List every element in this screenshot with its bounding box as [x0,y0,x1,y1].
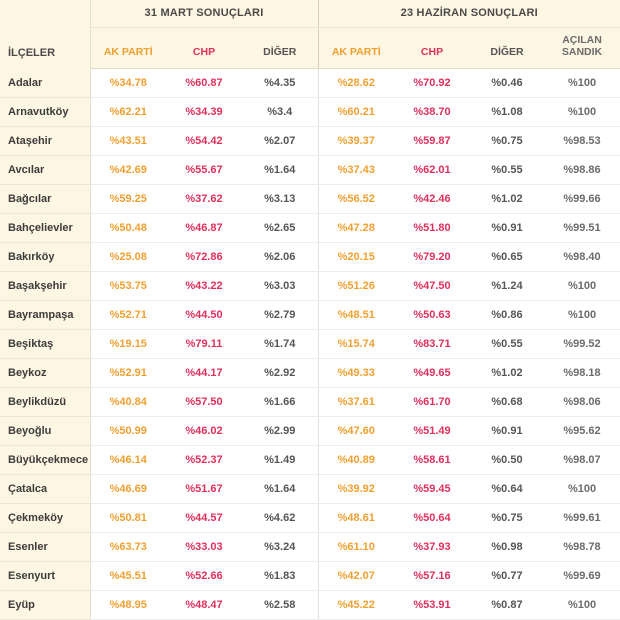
cell-march-akp: %62.21 [90,98,166,127]
cell-open-ballot-boxes: %98.40 [544,243,620,272]
cell-march-akp: %59.25 [90,185,166,214]
cell-open-ballot-boxes: %99.69 [544,562,620,591]
cell-june-akp: %47.60 [318,417,394,446]
cell-june-akp: %60.21 [318,98,394,127]
cell-march-other: %2.07 [242,127,318,156]
cell-june-akp: %37.43 [318,156,394,185]
cell-march-other: %4.35 [242,69,318,98]
cell-june-other: %0.91 [470,214,544,243]
cell-march-other: %1.49 [242,446,318,475]
cell-march-other: %3.24 [242,533,318,562]
cell-march-other: %2.99 [242,417,318,446]
cell-open-ballot-boxes: %98.07 [544,446,620,475]
cell-june-chp: %47.50 [394,272,470,301]
cell-march-other: %4.62 [242,504,318,533]
cell-june-other: %0.50 [470,446,544,475]
cell-open-ballot-boxes: %98.53 [544,127,620,156]
cell-march-chp: %43.22 [166,272,242,301]
cell-june-other: %0.55 [470,330,544,359]
cell-june-other: %0.68 [470,388,544,417]
district-name: Başakşehir [0,272,90,301]
cell-june-akp: %42.07 [318,562,394,591]
cell-open-ballot-boxes: %100 [544,475,620,504]
district-name: Beylikdüzü [0,388,90,417]
cell-june-akp: %51.26 [318,272,394,301]
cell-march-akp: %45.51 [90,562,166,591]
cell-june-chp: %37.93 [394,533,470,562]
cell-open-ballot-boxes: %100 [544,69,620,98]
cell-june-other: %0.46 [470,69,544,98]
cell-march-chp: %72.86 [166,243,242,272]
column-header-march-akp: AK PARTİ [90,28,166,69]
cell-june-akp: %49.33 [318,359,394,388]
cell-june-other: %0.86 [470,301,544,330]
district-name: Büyükçekmece [0,446,90,475]
cell-march-chp: %34.39 [166,98,242,127]
cell-march-chp: %33.03 [166,533,242,562]
table-row [0,359,620,388]
cell-march-other: %2.79 [242,301,318,330]
cell-june-akp: %48.51 [318,301,394,330]
cell-open-ballot-boxes: %99.52 [544,330,620,359]
district-name: Avcılar [0,156,90,185]
cell-march-chp: %79.11 [166,330,242,359]
cell-march-chp: %44.57 [166,504,242,533]
cell-march-akp: %50.99 [90,417,166,446]
cell-march-chp: %60.87 [166,69,242,98]
cell-open-ballot-boxes: %99.61 [544,504,620,533]
cell-june-other: %0.65 [470,243,544,272]
table-row [0,330,620,359]
cell-march-chp: %44.17 [166,359,242,388]
cell-march-chp: %51.67 [166,475,242,504]
cell-march-akp: %19.15 [90,330,166,359]
cell-june-chp: %61.70 [394,388,470,417]
column-header-march-other: DİĞER [242,28,318,69]
district-name: Bağcılar [0,185,90,214]
cell-open-ballot-boxes: %99.66 [544,185,620,214]
cell-open-ballot-boxes: %100 [544,272,620,301]
table-row [0,388,620,417]
cell-june-akp: %48.61 [318,504,394,533]
table-row [0,301,620,330]
cell-march-chp: %46.87 [166,214,242,243]
cell-march-akp: %52.71 [90,301,166,330]
cell-open-ballot-boxes: %100 [544,98,620,127]
cell-june-akp: %45.22 [318,591,394,620]
cell-june-other: %0.87 [470,591,544,620]
cell-march-other: %1.74 [242,330,318,359]
table-row [0,562,620,591]
cell-june-chp: %62.01 [394,156,470,185]
cell-june-chp: %53.91 [394,591,470,620]
cell-june-other: %0.55 [470,156,544,185]
cell-march-akp: %50.81 [90,504,166,533]
cell-june-chp: %51.49 [394,417,470,446]
cell-march-chp: %54.42 [166,127,242,156]
cell-march-other: %3.4 [242,98,318,127]
district-name: Esenyurt [0,562,90,591]
cell-june-other: %0.75 [470,127,544,156]
cell-june-akp: %20.15 [318,243,394,272]
cell-open-ballot-boxes: %100 [544,301,620,330]
cell-march-other: %2.58 [242,591,318,620]
cell-march-chp: %37.62 [166,185,242,214]
group-header-row [0,0,620,28]
cell-march-other: %1.64 [242,156,318,185]
cell-march-other: %3.13 [242,185,318,214]
cell-june-chp: %57.16 [394,562,470,591]
district-name: Beykoz [0,359,90,388]
cell-june-chp: %59.87 [394,127,470,156]
cell-june-chp: %51.80 [394,214,470,243]
cell-june-other: %1.02 [470,359,544,388]
cell-june-akp: %15.74 [318,330,394,359]
cell-june-other: %1.24 [470,272,544,301]
cell-open-ballot-boxes: %98.78 [544,533,620,562]
cell-march-akp: %25.08 [90,243,166,272]
district-name: Eyüp [0,591,90,620]
cell-march-akp: %40.84 [90,388,166,417]
table-row [0,504,620,533]
cell-june-chp: %70.92 [394,69,470,98]
cell-june-chp: %79.20 [394,243,470,272]
district-name: Çekmeköy [0,504,90,533]
district-name: Bahçelievler [0,214,90,243]
district-name: Arnavutköy [0,98,90,127]
cell-june-akp: %56.52 [318,185,394,214]
table-row [0,69,620,98]
group-header-march: 31 MART SONUÇLARI [90,0,318,28]
cell-march-chp: %52.66 [166,562,242,591]
table-row [0,243,620,272]
cell-march-other: %3.03 [242,272,318,301]
cell-march-akp: %53.75 [90,272,166,301]
cell-june-chp: %59.45 [394,475,470,504]
cell-march-akp: %52.91 [90,359,166,388]
cell-june-akp: %39.37 [318,127,394,156]
district-name: Bayrampaşa [0,301,90,330]
column-header-row [0,28,620,69]
cell-june-akp: %61.10 [318,533,394,562]
table-header [0,0,620,69]
cell-march-chp: %44.50 [166,301,242,330]
cell-june-akp: %28.62 [318,69,394,98]
cell-march-akp: %42.69 [90,156,166,185]
table-row [0,98,620,127]
cell-march-akp: %43.51 [90,127,166,156]
table-row [0,446,620,475]
cell-open-ballot-boxes: %98.06 [544,388,620,417]
cell-june-chp: %42.46 [394,185,470,214]
cell-june-chp: %58.61 [394,446,470,475]
cell-march-other: %1.83 [242,562,318,591]
cell-march-other: %1.64 [242,475,318,504]
cell-june-other: %0.77 [470,562,544,591]
table-row [0,591,620,620]
cell-june-other: %1.08 [470,98,544,127]
table-row [0,533,620,562]
cell-march-akp: %48.95 [90,591,166,620]
cell-open-ballot-boxes: %98.86 [544,156,620,185]
cell-june-akp: %39.92 [318,475,394,504]
cell-march-chp: %46.02 [166,417,242,446]
column-header-open-ballot-boxes: AÇILAN SANDIK [544,28,620,69]
cell-open-ballot-boxes: %98.18 [544,359,620,388]
cell-june-other: %0.64 [470,475,544,504]
cell-june-other: %0.91 [470,417,544,446]
cell-june-chp: %38.70 [394,98,470,127]
table-row [0,185,620,214]
table-row [0,475,620,504]
cell-march-other: %2.92 [242,359,318,388]
district-name: Esenler [0,533,90,562]
cell-june-chp: %50.64 [394,504,470,533]
table-row [0,272,620,301]
district-name: Adalar [0,69,90,98]
cell-march-chp: %55.67 [166,156,242,185]
cell-june-chp: %50.63 [394,301,470,330]
cell-june-other: %0.98 [470,533,544,562]
table-body [0,69,620,620]
cell-june-akp: %37.61 [318,388,394,417]
cell-march-other: %1.66 [242,388,318,417]
table-row [0,156,620,185]
column-header-district: İLÇELER [0,28,90,69]
cell-march-akp: %46.69 [90,475,166,504]
cell-june-chp: %83.71 [394,330,470,359]
group-header-blank [0,0,90,28]
table-row [0,417,620,446]
table-row [0,127,620,156]
cell-march-other: %2.65 [242,214,318,243]
table-row [0,214,620,243]
cell-open-ballot-boxes: %100 [544,591,620,620]
cell-june-akp: %40.89 [318,446,394,475]
cell-march-akp: %34.78 [90,69,166,98]
column-header-june-akp: AK PARTİ [318,28,394,69]
group-header-june: 23 HAZİRAN SONUÇLARI [318,0,620,28]
cell-june-chp: %49.65 [394,359,470,388]
column-header-march-chp: CHP [166,28,242,69]
cell-june-akp: %47.28 [318,214,394,243]
district-name: Ataşehir [0,127,90,156]
cell-march-akp: %50.48 [90,214,166,243]
cell-march-akp: %63.73 [90,533,166,562]
cell-march-akp: %46.14 [90,446,166,475]
cell-march-chp: %48.47 [166,591,242,620]
column-header-june-chp: CHP [394,28,470,69]
district-name: Beşiktaş [0,330,90,359]
cell-march-chp: %52.37 [166,446,242,475]
cell-march-chp: %57.50 [166,388,242,417]
district-name: Çatalca [0,475,90,504]
district-name: Beyoğlu [0,417,90,446]
cell-june-other: %0.75 [470,504,544,533]
district-name: Bakırköy [0,243,90,272]
cell-march-other: %2.06 [242,243,318,272]
cell-open-ballot-boxes: %95.62 [544,417,620,446]
column-header-june-other: DİĞER [470,28,544,69]
cell-open-ballot-boxes: %99.51 [544,214,620,243]
cell-june-other: %1.02 [470,185,544,214]
